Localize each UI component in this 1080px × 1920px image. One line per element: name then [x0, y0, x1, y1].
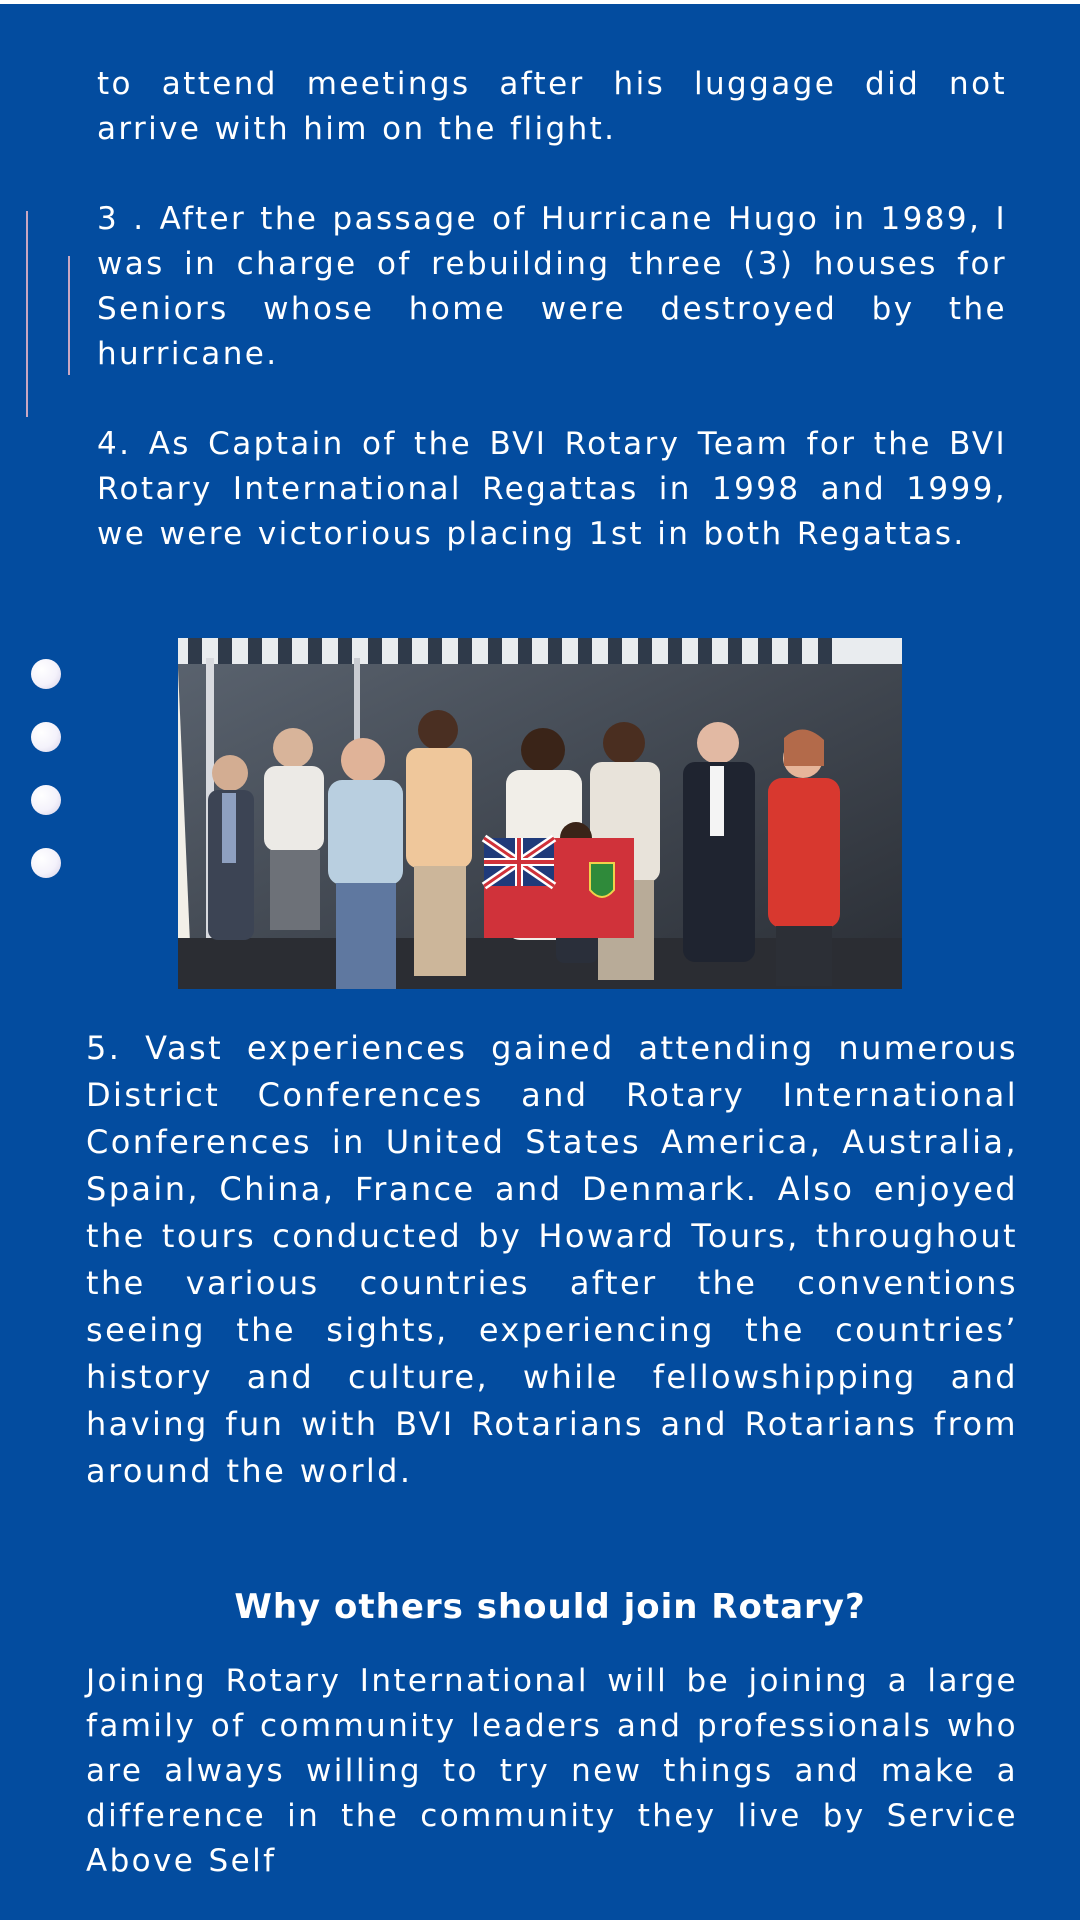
- paragraph-item-3: 3 . After the passage of Hurricane Hugo in 1989, I was in charge of rebuilding three (3) houses for Seniors whose home were destroyed by the hurricane.: [97, 201, 1007, 372]
- decorative-dot-1: [31, 659, 61, 689]
- paragraph-item-5: 5. Vast experiences gained attending numerous District Conferences and Rotary International Conferences in United States America, Australia, Spain, China, France and Denmark. Also enjoyed the tours conducted by Howard Tours, throughout the various countries after the conventions seeing the sights, experiencing the countries’ history and culture, while fellowshipping and having fun with BVI Rotarians and Rotarians from around the world.: [86, 1029, 1018, 1490]
- decorative-line-outer: [26, 211, 28, 417]
- document-page: [0, 4, 1080, 1920]
- group-photo: [178, 638, 902, 989]
- group-photo-illustration: [178, 638, 902, 989]
- decorative-dot-3: [31, 785, 61, 815]
- paragraph-why-join: Joining Rotary International will be joining a large family of community leaders and professionals who are always willing to try new things and make a difference in the community they live by Service Above Self: [86, 1663, 1018, 1879]
- section-heading: Why others should join Rotary?: [234, 1587, 866, 1627]
- paragraph-item-4: 4. As Captain of the BVI Rotary Team for the BVI Rotary International Regattas in 1998 and 1999, we were victorious placing 1st in both Regattas.: [97, 426, 1007, 552]
- paragraph-intro: to attend meetings after his luggage did not arrive with him on the flight.: [97, 66, 1007, 147]
- decorative-dot-2: [31, 722, 61, 752]
- decorative-line-inner: [68, 256, 70, 375]
- decorative-dot-4: [31, 848, 61, 878]
